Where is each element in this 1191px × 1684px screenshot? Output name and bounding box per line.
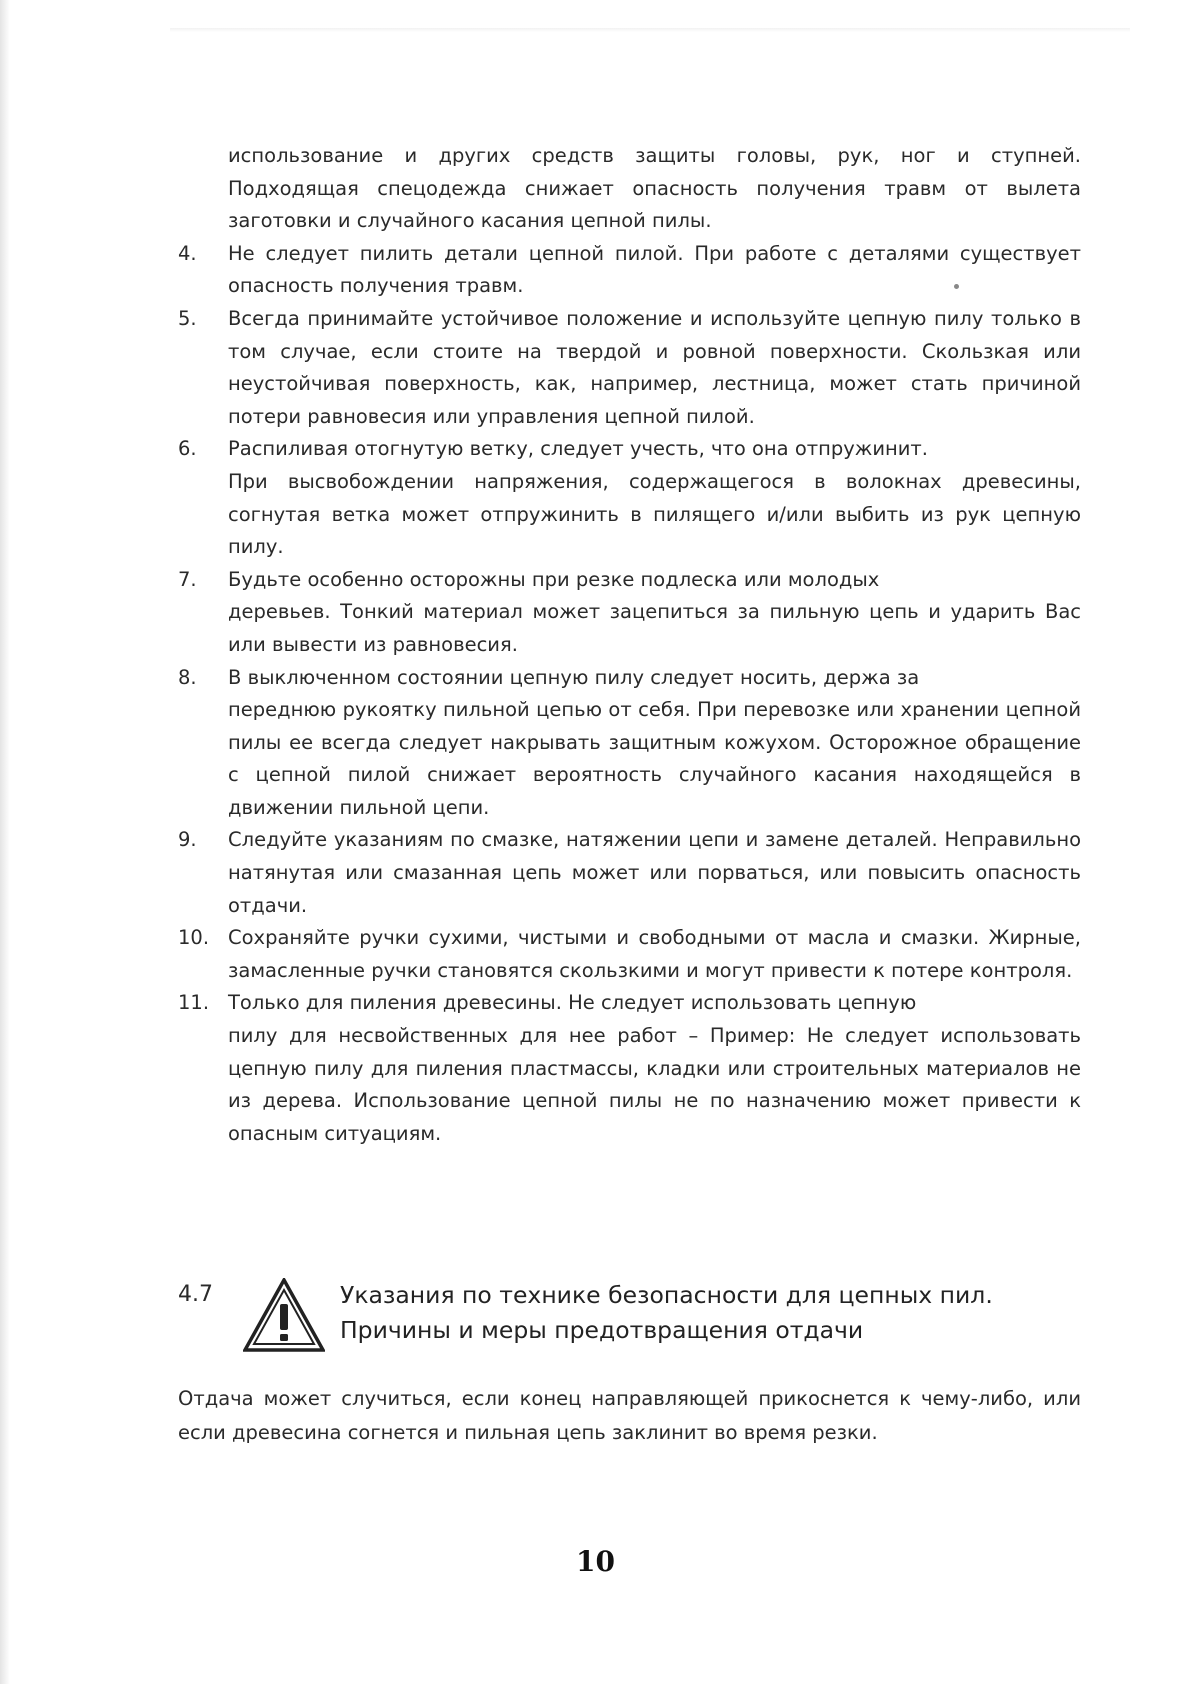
list-item-text: В выключенном состоянии цепную пилу следует носить, держа за [228, 665, 920, 689]
scan-shadow-left [0, 0, 10, 1684]
list-item-number: 9. [178, 828, 197, 852]
kickback-paragraph-block [178, 1382, 1081, 1450]
list-item-text-continued: При высвобождении напряжения, содержащегося в волокнах древесины, согнутая ветка может отпружинить в пилящего и/или выбить из рук цепную пилу. [228, 469, 1081, 559]
list-item [178, 433, 1081, 563]
list-item-text: Не следует пилить детали цепной пилой. При работе с деталями существует опасность получения травм. [228, 241, 1081, 298]
list-item-number: 11. [178, 991, 210, 1015]
section-title-line-1: Указания по технике безопасности для цепных пил. [340, 1281, 993, 1309]
list-item-text: Распиливая отогнутую ветку, следует учесть, что она отпружинит. [228, 437, 928, 461]
safety-list [178, 140, 1081, 1150]
list-item-number: 4. [178, 241, 197, 265]
warning-triangle-icon [243, 1278, 325, 1352]
intro-paragraph: использование и других средств защиты головы, рук, ног и ступней. Подходящая спецодежда снижает опасность получения травм от вылета заготовки и случайного касания цепной пилы. [228, 144, 1081, 233]
list-item-text-continued: деревьев. Тонкий материал может зацепиться за пильную цепь и ударить Вас или вывести из равновесия. [228, 600, 1081, 656]
section-number: 4.7 [178, 1282, 213, 1307]
list-item-number: 7. [178, 567, 197, 591]
scan-shadow-top [170, 28, 1130, 32]
list-item-text: Следуйте указаниям по смазке, натяжении цепи и замене деталей. Неправильно натянутая или смазанная цепь может или порваться, или повысить опасность отдачи. [228, 828, 1081, 917]
section-title [340, 1278, 993, 1348]
list-item [178, 662, 1081, 825]
list-item-text: Будьте особенно осторожны при резке подлеска или молодых [228, 567, 880, 591]
list-item-text-continued: переднюю рукоятку пильной цепью от себя. При перевозке или хранении цепной пилы ее всегда следует накрывать защитным кожухом. Осторожное обращение с цепной пилой снижает вероятность случайного касания находящейся в движении пильной цепи. [228, 698, 1081, 819]
list-item-number: 10. [178, 926, 210, 950]
list-item [178, 987, 1081, 1150]
list-item [178, 564, 1081, 662]
list-item [178, 303, 1081, 433]
list-item [178, 824, 1081, 922]
list-item-number: 8. [178, 665, 197, 689]
list-item-text: Только для пиления древесины. Не следует использовать цепную [228, 991, 917, 1015]
list-item [178, 922, 1081, 987]
list-item [178, 238, 1081, 303]
kickback-paragraph: Отдача может случиться, если конец направляющей прикоснется к чему-либо, или если древесина согнется и пильная цепь заклинит во время резки. [178, 1387, 1081, 1444]
list-item-text: Сохраняйте ручки сухими, чистыми и свободными от масла и смазки. Жирные, замасленные ручки становятся скользкими и могут привести к потере контроля. [228, 926, 1081, 982]
section-heading [178, 1278, 1081, 1378]
list-item-number: 6. [178, 437, 197, 461]
list-item-text-continued: пилу для несвойственных для нее работ – Пример: Не следует использовать цепную пилу для пиления пластмассы, кладки или строительных материалов не из дерева. Использование цепной пилы не по назначению может привести к опасным ситуациям. [228, 1024, 1081, 1145]
list-item-text: Всегда принимайте устойчивое положение и используйте цепную пилу только в том случае, если стоите на твердой и ровной поверхности. Скользкая или неустойчивая поверхность, как, например, лестница, может стать причиной потери равновесия или управления цепной пилой. [228, 306, 1081, 428]
section-title-line-2: Причины и меры предотвращения отдачи [340, 1316, 864, 1344]
page-number: 10 [576, 1545, 615, 1578]
list-item-number: 5. [178, 306, 197, 330]
